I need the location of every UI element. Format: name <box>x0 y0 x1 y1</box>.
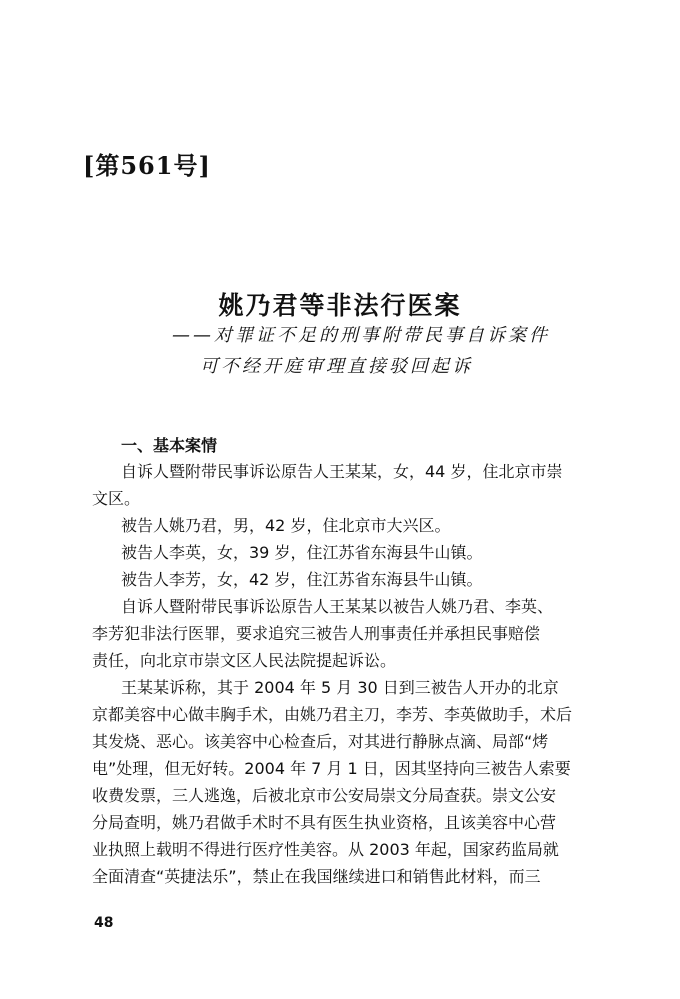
body-line: 电”处理，但无好转。2004 年 7 月 1 日，因其坚持向三被告人索要 <box>92 759 571 778</box>
body-line: 其发烧、恶心。该美容中心检查后，对其进行静脉点滴、局部“烤 <box>92 732 549 751</box>
body-line: 王某某诉称，其于 2004 年 5 月 30 日到三被告人开办的北京 <box>121 678 559 697</box>
body-line: 自诉人暨附带民事诉讼原告人王某某以被告人姚乃君、李英、 <box>121 597 554 616</box>
body-line: 李芳犯非法行医罪，要求追究三被告人刑事责任并承担民事赔偿 <box>92 624 541 643</box>
body-line: 被告人李英，女，39 岁，住江苏省东海县牛山镇。 <box>121 543 483 562</box>
page-number: 48 <box>94 915 114 931</box>
body-line: 分局查明，姚乃君做手术时不具有医生执业资格，且该美容中心营 <box>92 813 557 832</box>
body-line: 京都美容中心做丰胸手术，由姚乃君主刀，李芳、李英做助手，术后 <box>92 705 573 724</box>
document-title: 姚乃君等非法行医案 <box>218 291 462 320</box>
subtitle-line-1: ——对罪证不足的刑事附带民事自诉案件 <box>172 325 550 346</box>
body-line: 被告人姚乃君，男，42 岁，住北京市大兴区。 <box>121 516 451 535</box>
body-line: 业执照上载明不得进行医疗性美容。从 2003 年起，国家药监局就 <box>92 840 559 859</box>
body-line: 收费发票，三人逃逸，后被北京市公安局崇文分局查获。崇文公安 <box>92 786 557 805</box>
body-line: 自诉人暨附带民事诉讼原告人王某某，女，44 岁，住北京市崇 <box>121 462 563 481</box>
section-heading: 一、基本案情 <box>121 436 218 455</box>
subtitle-line-2: 可不经开庭审理直接驳回起诉 <box>200 356 473 377</box>
body-line: 责任，向北京市崇文区人民法院提起诉讼。 <box>92 651 397 670</box>
body-line: 被告人李芳，女，42 岁，住江苏省东海县牛山镇。 <box>121 570 483 589</box>
body-line: 全面清查“英捷法乐”，禁止在我国继续进口和销售此材料，而三 <box>92 867 541 886</box>
body-line: 文区。 <box>92 489 141 508</box>
case-number: [第561号] <box>83 151 211 180</box>
